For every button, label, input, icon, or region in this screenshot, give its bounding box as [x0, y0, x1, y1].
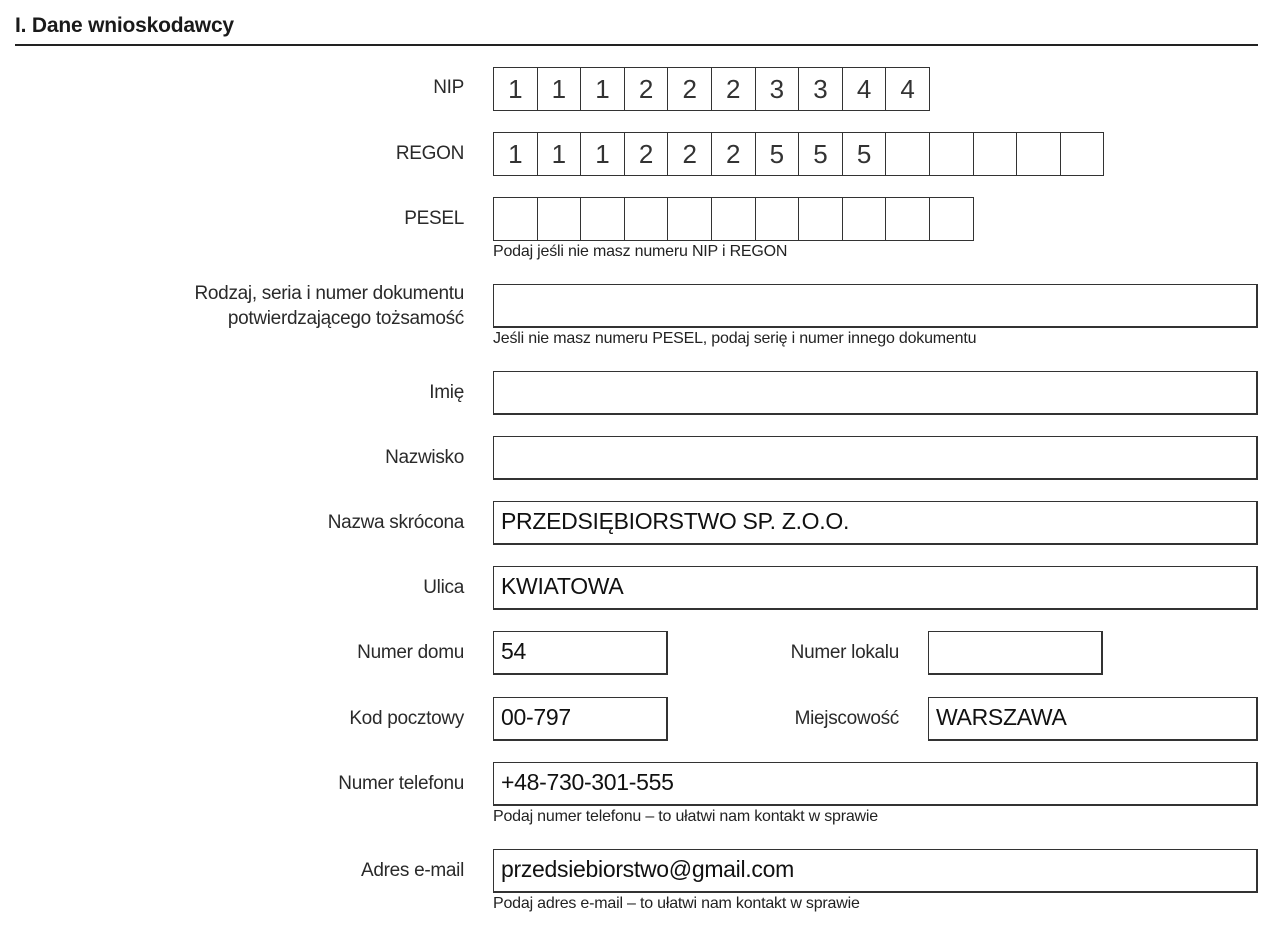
document-hint: Jeśli nie masz numeru PESEL, podaj serię i numer innego dokumentu [493, 330, 977, 347]
section-divider [15, 44, 1258, 46]
first-name-input[interactable] [493, 371, 1258, 415]
pesel-digit-cell[interactable] [843, 198, 887, 240]
pesel-digit-cell[interactable] [712, 198, 756, 240]
pesel-digit-cell[interactable] [799, 198, 843, 240]
regon-digit-cell[interactable]: 2 [668, 133, 712, 175]
document-label-line1: Rodzaj, seria i numer dokumentu [194, 283, 464, 304]
first-name-label: Imię [429, 382, 464, 403]
nip-digit-cell[interactable]: 2 [625, 68, 669, 110]
pesel-digit-cell[interactable] [930, 198, 974, 240]
regon-digit-cell[interactable] [930, 133, 974, 175]
email-hint: Podaj adres e-mail – to ułatwi nam kontakt w sprawie [493, 895, 860, 912]
email-input[interactable]: przedsiebiorstwo@gmail.com [493, 849, 1258, 893]
house-number-label: Numer domu [357, 642, 464, 663]
regon-digit-cell[interactable]: 2 [712, 133, 756, 175]
pesel-digit-cell[interactable] [886, 198, 930, 240]
regon-digit-cell[interactable]: 2 [625, 133, 669, 175]
nip-digit-cell[interactable]: 2 [668, 68, 712, 110]
pesel-digit-cell[interactable] [625, 198, 669, 240]
pesel-label: PESEL [404, 208, 464, 229]
phone-label: Numer telefonu [338, 773, 464, 794]
short-name-input[interactable]: PRZEDSIĘBIORSTWO SP. Z.O.O. [493, 501, 1258, 545]
document-input[interactable] [493, 284, 1258, 328]
regon-digit-cell[interactable]: 1 [538, 133, 582, 175]
regon-label: REGON [395, 143, 464, 164]
regon-digit-cell[interactable] [1017, 133, 1061, 175]
regon-digit-cell[interactable]: 1 [581, 133, 625, 175]
nip-input[interactable] [493, 67, 930, 111]
nip-digit-cell[interactable]: 4 [886, 68, 930, 110]
phone-input[interactable]: +48-730-301-555 [493, 762, 1258, 806]
nip-digit-cell[interactable]: 3 [799, 68, 843, 110]
phone-hint: Podaj numer telefonu – to ułatwi nam kontakt w sprawie [493, 808, 878, 825]
city-label: Miejscowość [794, 708, 899, 729]
nip-digit-cell[interactable]: 4 [843, 68, 887, 110]
apartment-number-label: Numer lokalu [790, 642, 899, 663]
pesel-hint: Podaj jeśli nie masz numeru NIP i REGON [493, 243, 788, 260]
email-label: Adres e-mail [360, 860, 464, 881]
nip-digit-cell[interactable]: 1 [538, 68, 582, 110]
section-title: I. Dane wnioskodawcy [15, 14, 234, 37]
regon-input[interactable] [493, 132, 1104, 176]
postal-code-input[interactable]: 00-797 [493, 697, 668, 741]
pesel-digit-cell[interactable] [756, 198, 800, 240]
regon-digit-cell[interactable]: 1 [494, 133, 538, 175]
regon-digit-cell[interactable] [974, 133, 1018, 175]
regon-digit-cell[interactable]: 5 [843, 133, 887, 175]
pesel-digit-cell[interactable] [494, 198, 538, 240]
short-name-label: Nazwa skrócona [327, 512, 464, 533]
postal-code-label: Kod pocztowy [349, 708, 464, 729]
street-input[interactable]: KWIATOWA [493, 566, 1258, 610]
regon-digit-cell[interactable] [886, 133, 930, 175]
house-number-input[interactable]: 54 [493, 631, 668, 675]
nip-digit-cell[interactable]: 3 [756, 68, 800, 110]
document-label-line2: potwierdzającego tożsamość [227, 308, 464, 329]
nip-digit-cell[interactable]: 1 [494, 68, 538, 110]
regon-digit-cell[interactable] [1061, 133, 1105, 175]
nip-digit-cell[interactable]: 1 [581, 68, 625, 110]
regon-digit-cell[interactable]: 5 [799, 133, 843, 175]
last-name-label: Nazwisko [385, 447, 464, 468]
last-name-input[interactable] [493, 436, 1258, 480]
apartment-number-input[interactable] [928, 631, 1103, 675]
pesel-input[interactable] [493, 197, 974, 241]
pesel-digit-cell[interactable] [668, 198, 712, 240]
pesel-digit-cell[interactable] [538, 198, 582, 240]
pesel-digit-cell[interactable] [581, 198, 625, 240]
city-input[interactable]: WARSZAWA [928, 697, 1258, 741]
nip-digit-cell[interactable]: 2 [712, 68, 756, 110]
street-label: Ulica [423, 577, 464, 598]
nip-label: NIP [433, 77, 464, 98]
regon-digit-cell[interactable]: 5 [756, 133, 800, 175]
